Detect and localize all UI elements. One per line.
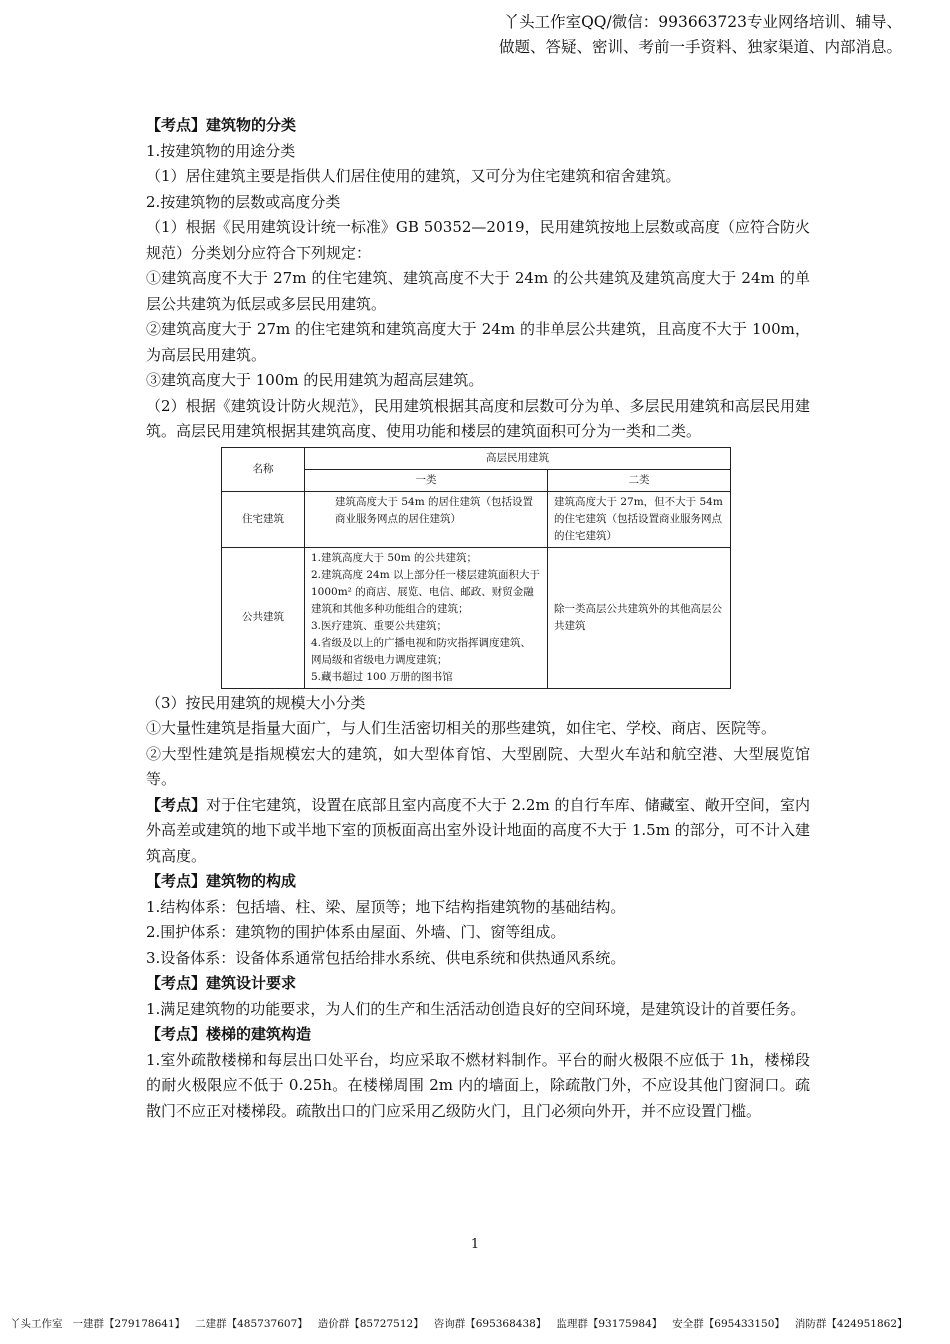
paragraph: ②大型性建筑是指规模宏大的建筑，如大型体育馆、大型剧院、大型火车站和航空港、大型展览馆等。 (146, 744, 810, 788)
paragraph: ①建筑高度不大于 27m 的住宅建筑、建筑高度不大于 24m 的公共建筑及建筑高度大于 24m 的单层公共建筑为低层或多层民用建筑。 (146, 269, 810, 313)
footer-item: 监理群【93175984】 (556, 1318, 663, 1330)
table-cell-line: 4.省级及以上的广播电视和防灾指挥调度建筑、网局级和省级电力调度建筑； (311, 636, 532, 666)
footer-item: 一建群【279178641】 (72, 1318, 186, 1330)
table-header-class2: 二类 (548, 469, 731, 491)
paragraph: ①大量性建筑是指量大面广，与人们生活密切相关的那些建筑，如住宅、学校、商店、医院等。 (146, 719, 777, 737)
table-cell: 除一类高层公共建筑外的其他高层公共建筑 (548, 547, 731, 688)
table-header-class1: 一类 (305, 469, 548, 491)
heading-design-requirements: 【考点】建筑设计要求 (146, 974, 297, 992)
table-row (222, 491, 731, 547)
table-cell-line: 2.建筑高度 24m 以上部分任一楼层建筑面积大于 1000m² 的商店、展览、电信、邮政、财贸金融建筑和其他多种功能组合的建筑； (311, 568, 541, 615)
paragraph: （3）按民用建筑的规模大小分类 (146, 693, 366, 712)
paragraph: 1.室外疏散楼梯和每层出口处平台，均应采取不燃材料制作。平台的耐火极限不应低于 1h，楼梯段的耐火极限应不低于 0.25h。在楼梯周围 2m 内的墙面上，除疏散门外，不应设其他门窗洞口。疏散门不应正对楼梯段。疏散出口的门应采用乙级防火门，且门必须向外开，并不应设置门槛。 (146, 1050, 810, 1120)
paragraph (146, 793, 810, 870)
paragraph: （1）根据《民用建筑设计统一标准》GB 50352—2019，民用建筑按地上层数或高度（应符合防火规范）分类划分应符合下列规定： (146, 218, 810, 262)
paragraph: 2.围护体系：建筑物的围护体系由屋面、外墙、门、窗等组成。 (146, 923, 566, 941)
table-cell: 建筑高度大于 27m，但不大于 54m 的住宅建筑（包括设置商业服务网点的住宅建筑） (548, 491, 731, 547)
header-line-1: 丫头工作室QQ/微信：993663723专业网络培训、辅导、 (503, 13, 902, 31)
page-footer (0, 1316, 950, 1331)
page-number: 1 (470, 1237, 480, 1252)
footer-item: 消防群【424951862】 (794, 1318, 908, 1330)
table-cell-line: 3.医疗建筑、重要公共建筑； (311, 619, 448, 632)
building-classification-table (221, 447, 731, 689)
footer-item: 丫头工作室 (10, 1318, 63, 1330)
page-header (382, 10, 902, 60)
table-cell-name: 住宅建筑 (222, 491, 305, 547)
header-line-2: 做题、答疑、密训、考前一手资料、独家渠道、内部消息。 (498, 38, 902, 56)
table-cell-line: 5.藏书超过 100 万册的图书馆 (311, 670, 453, 683)
table-cell: 建筑高度大于 54m 的居住建筑（包括设置商业服务网点的居住建筑） (305, 491, 548, 547)
paragraph: 3.设备体系：设备体系通常包括给排水系统、供电系统和供热通风系统。 (146, 948, 626, 967)
footer-item: 安全群【695433150】 (672, 1318, 785, 1330)
table-header-name: 名称 (222, 447, 305, 491)
kaodian-label: 【考点】 (146, 795, 207, 814)
paragraph: （2）根据《建筑设计防火规范》，民用建筑根据其高度和层数可分为单、多层民用建筑和高层民用建筑。高层民用建筑根据其建筑高度、使用功能和楼层的建筑面积可分为一类和二类。 (146, 396, 810, 440)
paragraph: （1）居住建筑主要是指供人们居住使用的建筑，又可分为住宅建筑和宿舍建筑。 (146, 167, 681, 185)
paragraph: 1.满足建筑物的功能要求，为人们的生产和生活活动创造良好的空间环境，是建筑设计的首要任务。 (146, 999, 806, 1018)
footer-item: 咨询群【695368438】 (433, 1318, 547, 1330)
document-body (146, 113, 810, 1124)
table-cell-line: 1.建筑高度大于 50m 的公共建筑； (311, 551, 478, 564)
table-cell (305, 547, 548, 688)
footer-item: 造价群【85727512】 (317, 1318, 424, 1330)
paragraph: 1.结构体系：包括墙、柱、梁、屋顶等；地下结构指建筑物的基础结构。 (146, 897, 626, 916)
heading-stair-construction: 【考点】楼梯的建筑构造 (146, 1025, 312, 1043)
paragraph: ③建筑高度大于 100m 的民用建筑为超高层建筑。 (146, 371, 484, 389)
heading-classification: 【考点】建筑物的分类 (146, 116, 297, 134)
table-cell-name: 公共建筑 (222, 547, 305, 688)
heading-composition: 【考点】建筑物的构成 (146, 872, 297, 890)
paragraph: 2.按建筑物的层数或高度分类 (146, 192, 341, 211)
paragraph: ②建筑高度大于 27m 的住宅建筑和建筑高度大于 24m 的非单层公共建筑，且高度不大于 100m，为高层民用建筑。 (146, 320, 810, 364)
footer-item: 二建群【485737607】 (195, 1318, 308, 1330)
table-row (222, 547, 731, 688)
paragraph: 1.按建筑物的用途分类 (146, 141, 296, 160)
paragraph-text: 对于住宅建筑，设置在底部且室内高度不大于 2.2m 的自行车库、储藏室、敞开空间，室内外高差或建筑的地下或半地下室的顶板面高出室外设计地面的高度不大于 1.5m 的部分，可不计入建筑高度。 (146, 795, 810, 865)
table-header-group: 高层民用建筑 (305, 447, 731, 469)
